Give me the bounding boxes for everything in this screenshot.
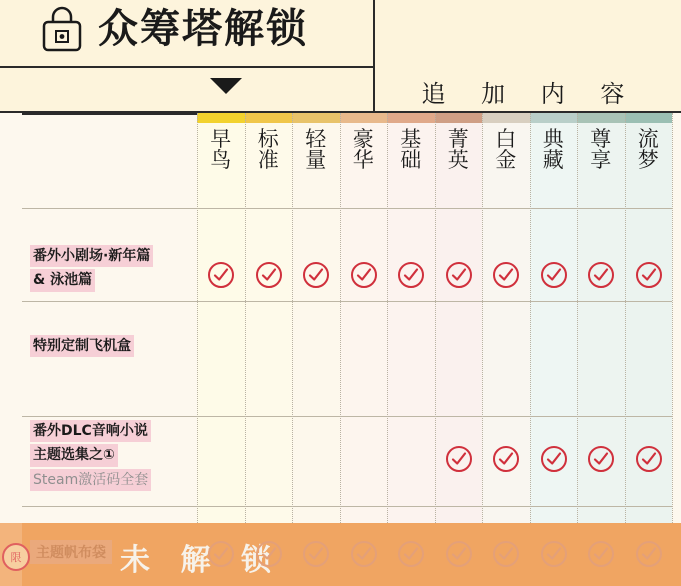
- locked-bar: [0, 523, 681, 586]
- check-icon-locked: [302, 540, 330, 568]
- column-swatch: [530, 113, 578, 123]
- check-icon: [492, 445, 520, 473]
- check-icon-locked: [207, 540, 235, 568]
- check-icon-locked: [350, 540, 378, 568]
- check-icon: [492, 261, 520, 289]
- column-label: 标 准: [257, 127, 279, 173]
- check-icon: [445, 261, 473, 289]
- column-label: 白 金: [495, 127, 517, 173]
- grid-line-vertical: [245, 113, 247, 523]
- check-icon: [302, 261, 330, 289]
- check-icon: [255, 261, 283, 289]
- grid-line-vertical: [530, 113, 532, 523]
- locked-item-label: 主题帆布袋: [30, 540, 112, 564]
- column-header-流梦[interactable]: [625, 113, 673, 208]
- grid-line-vertical: [672, 113, 674, 523]
- check-icon-locked: [255, 540, 283, 568]
- column-header-尊享[interactable]: [577, 113, 625, 208]
- column-swatch: [245, 113, 293, 123]
- grid-line-vertical: [292, 113, 294, 523]
- column-header-白金[interactable]: [482, 113, 530, 208]
- grid-line-vertical: [435, 113, 437, 523]
- column-swatch: [340, 113, 388, 123]
- row-divider-1: [22, 301, 672, 302]
- row-divider-3: [22, 506, 672, 507]
- grid-line-vertical: [577, 113, 579, 523]
- column-swatch: [577, 113, 625, 123]
- page-title: 众筹塔解锁: [98, 6, 308, 52]
- column-swatch: [625, 113, 673, 123]
- column-header-典藏[interactable]: [530, 113, 578, 208]
- check-icon: [635, 261, 663, 289]
- column-header-基础[interactable]: [387, 113, 435, 208]
- column-header-轻量[interactable]: [292, 113, 340, 208]
- check-icon: [635, 445, 663, 473]
- row-label: 番外DLC音响小说 主题选集之① Steam激活码全套: [30, 420, 151, 491]
- check-icon: [350, 261, 378, 289]
- triangle-down-icon[interactable]: [210, 78, 242, 94]
- column-label: 典 藏: [542, 127, 564, 173]
- column-label: 基 础: [400, 127, 422, 173]
- check-icon: [397, 261, 425, 289]
- locked-status-text: 未 解 锁: [120, 543, 281, 578]
- grid-line-vertical: [340, 113, 342, 523]
- title-group: [40, 6, 308, 52]
- check-icon-locked: [492, 540, 520, 568]
- column-swatch: [435, 113, 483, 123]
- lock-icon: [40, 6, 84, 52]
- check-icon: [207, 261, 235, 289]
- header-divider-vertical: [373, 0, 375, 113]
- check-icon-locked: [635, 540, 663, 568]
- column-label: 流 梦: [637, 127, 659, 173]
- column-header-标准[interactable]: [245, 113, 293, 208]
- unlock-table: [22, 113, 672, 523]
- column-swatch: [292, 113, 340, 123]
- row-label: 番外小剧场·新年篇 & 泳池篇: [30, 245, 153, 294]
- column-header-豪华[interactable]: [340, 113, 388, 208]
- check-icon: [587, 445, 615, 473]
- limited-badge: 限: [2, 543, 30, 571]
- row-divider-0: [22, 208, 672, 209]
- column-label: 尊 享: [590, 127, 612, 173]
- grid-line-vertical: [387, 113, 389, 523]
- column-label: 轻 量: [305, 127, 327, 173]
- column-swatch: [197, 113, 245, 123]
- page-header: [0, 0, 681, 113]
- check-icon: [587, 261, 615, 289]
- check-icon-locked: [587, 540, 615, 568]
- check-icon-locked: [397, 540, 425, 568]
- check-icon: [540, 445, 568, 473]
- grid-line-vertical: [482, 113, 484, 523]
- column-header-早鸟[interactable]: [197, 113, 245, 208]
- column-label: 豪 华: [352, 127, 374, 173]
- check-icon: [445, 445, 473, 473]
- check-icon: [540, 261, 568, 289]
- column-swatch: [387, 113, 435, 123]
- additional-content-label: 追 加 内 容: [421, 80, 639, 108]
- column-label: 早 鸟: [210, 127, 232, 173]
- column-swatch: [482, 113, 530, 123]
- row-divider-2: [22, 416, 672, 417]
- grid-line-vertical: [197, 113, 199, 523]
- column-label: 菁 英: [447, 127, 469, 173]
- grid-line-vertical: [625, 113, 627, 523]
- column-header-菁英[interactable]: [435, 113, 483, 208]
- row-label: 特别定制飞机盒: [30, 335, 134, 359]
- header-divider-horizontal: [0, 66, 373, 68]
- check-icon-locked: [540, 540, 568, 568]
- check-icon-locked: [445, 540, 473, 568]
